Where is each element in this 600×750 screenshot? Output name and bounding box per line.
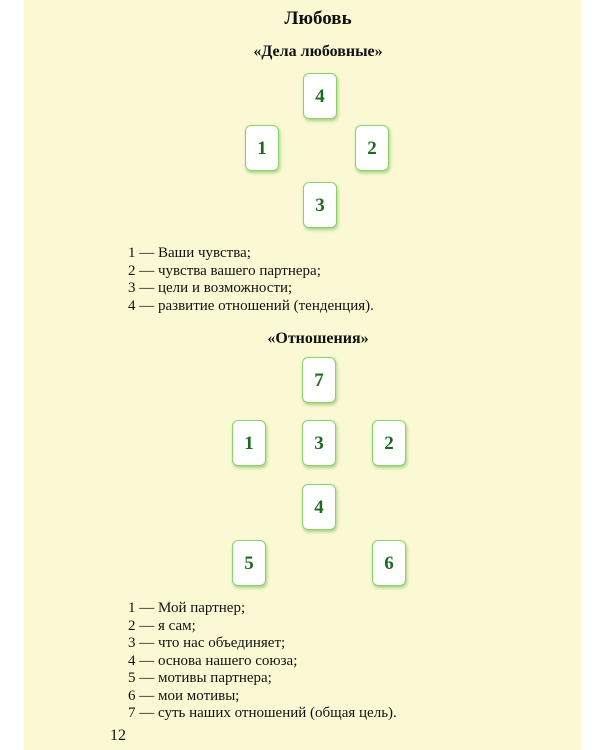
spread2-card-4: 4: [302, 484, 336, 530]
legend-item: 4 — основа нашего союза;: [128, 652, 298, 669]
spread2-card-3: 3: [302, 420, 336, 466]
spread2-card-2: 2: [372, 420, 406, 466]
legend-item: 2 — чувства вашего партнера;: [128, 262, 321, 279]
spread2-card-6: 6: [372, 540, 406, 586]
spread1-card-1: 1: [245, 125, 279, 171]
book-page: [24, 0, 582, 750]
legend-item: 5 — мотивы партнера;: [128, 670, 272, 686]
page-title: Любовь: [284, 8, 352, 29]
legend-item: 1 — Мой партнер;: [128, 600, 246, 616]
spread1-card-4: 4: [303, 73, 337, 119]
legend-item: 7 — суть наших отношений (общая цель).: [128, 705, 397, 721]
legend-item: 1 — Ваши чувства;: [128, 245, 251, 261]
spread1-card-3: 3: [303, 182, 337, 228]
spread2-legend: [128, 600, 397, 723]
spread-title-relationships: «Отношения»: [267, 330, 369, 347]
spread2-card-7: 7: [302, 357, 336, 403]
spread1-card-2: 2: [355, 125, 389, 171]
spread2-card-5: 5: [232, 540, 266, 586]
legend-item: 2 — я сам;: [128, 617, 196, 634]
legend-item: 4 — развитие отношений (тенденция).: [128, 297, 374, 314]
spread2-card-1: 1: [232, 420, 266, 466]
legend-item: 6 — мои мотивы;: [128, 687, 240, 704]
spread1-legend: [128, 245, 374, 315]
legend-item: 3 — цели и возможности;: [128, 280, 293, 296]
page-number: 12: [110, 727, 126, 744]
legend-item: 3 — что нас объединяет;: [128, 635, 286, 651]
spread-title-love-affairs: «Дела любовные»: [253, 43, 383, 60]
